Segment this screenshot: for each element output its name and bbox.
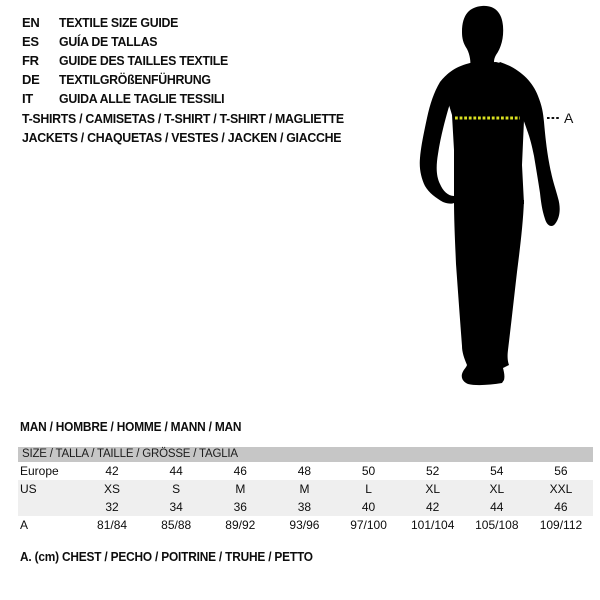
size-cell: 56 bbox=[554, 464, 568, 478]
size-cell: 89/92 bbox=[225, 518, 256, 532]
size-cell: 42 bbox=[426, 500, 440, 514]
size-cell: 34 bbox=[169, 500, 183, 514]
size-cell: 46 bbox=[233, 464, 247, 478]
size-cell: XL bbox=[425, 482, 441, 496]
size-cell: 85/88 bbox=[161, 518, 192, 532]
size-cell: S bbox=[172, 482, 181, 496]
language-code: DE bbox=[22, 72, 40, 87]
man-silhouette-icon bbox=[410, 0, 600, 405]
size-cell: XXL bbox=[549, 482, 573, 496]
size-cell: 32 bbox=[105, 500, 119, 514]
size-cell: L bbox=[365, 482, 372, 496]
table-row-chest bbox=[18, 516, 593, 534]
category-list bbox=[22, 109, 361, 147]
size-table-header: SIZE / TALLA / TAILLE / GRÖSSE / TAGLIA bbox=[18, 447, 593, 462]
size-cell: M bbox=[299, 482, 310, 496]
size-cell: XS bbox=[104, 482, 121, 496]
language-label: GUIDE DES TAILLES TEXTILE bbox=[59, 53, 228, 68]
size-cell: 38 bbox=[297, 500, 312, 514]
language-label: TEXTILGRÖßENFÜHRUNG bbox=[59, 72, 211, 87]
size-cell: 81/84 bbox=[97, 518, 128, 532]
size-cell: 36 bbox=[233, 500, 247, 514]
size-cell: 40 bbox=[361, 500, 376, 514]
language-list bbox=[22, 13, 237, 108]
table-row-alt-size bbox=[18, 498, 593, 516]
language-row-fr bbox=[22, 51, 237, 70]
size-cell: 50 bbox=[361, 464, 376, 478]
measure-label-a: A bbox=[564, 110, 574, 126]
size-cell: XL bbox=[489, 482, 505, 496]
category-tshirts: T-SHIRTS / CAMISETAS / T-SHIRT / T-SHIRT / MAGLIETTE bbox=[22, 111, 344, 126]
language-code: ES bbox=[22, 34, 39, 49]
table-row-europe bbox=[18, 462, 593, 480]
size-cell: M bbox=[235, 482, 246, 496]
size-cell: 109/112 bbox=[539, 518, 583, 532]
size-cell: 97/100 bbox=[350, 518, 387, 532]
language-code: FR bbox=[22, 53, 39, 68]
size-cell: 48 bbox=[297, 464, 312, 478]
size-table bbox=[18, 447, 593, 534]
row-label: Europe bbox=[20, 464, 59, 478]
language-code: EN bbox=[22, 15, 40, 30]
size-cell: 42 bbox=[105, 464, 119, 478]
language-row-it bbox=[22, 89, 237, 108]
language-label: TEXTILE SIZE GUIDE bbox=[59, 15, 179, 30]
size-cell: 54 bbox=[490, 464, 504, 478]
size-cell: 44 bbox=[490, 500, 504, 514]
category-jackets: JACKETS / CHAQUETAS / VESTES / JACKEN / GIACCHE bbox=[22, 130, 342, 145]
size-cell: 93/96 bbox=[289, 518, 320, 532]
gender-heading: MAN / HOMBRE / HOMME / MANN / MAN bbox=[20, 420, 242, 434]
language-label: GUIDA ALLE TAGLIE TESSILI bbox=[59, 91, 225, 106]
size-cell: 52 bbox=[426, 464, 440, 478]
row-label bbox=[18, 498, 80, 516]
size-cell: 101/104 bbox=[410, 518, 455, 532]
size-cell: 105/108 bbox=[475, 518, 519, 532]
language-label: GUÍA DE TALLAS bbox=[59, 34, 158, 49]
measure-footnote: A. (cm) CHEST / PECHO / POITRINE / TRUHE / PETTO bbox=[20, 550, 313, 564]
row-label: A bbox=[20, 518, 29, 532]
size-cell: 46 bbox=[554, 500, 568, 514]
size-cell: 44 bbox=[169, 464, 183, 478]
language-row-es bbox=[22, 32, 237, 51]
language-row-en bbox=[22, 13, 237, 32]
language-row-de bbox=[22, 70, 237, 89]
table-row-us bbox=[18, 480, 593, 498]
row-label: US bbox=[20, 482, 37, 496]
language-code: IT bbox=[22, 91, 33, 106]
